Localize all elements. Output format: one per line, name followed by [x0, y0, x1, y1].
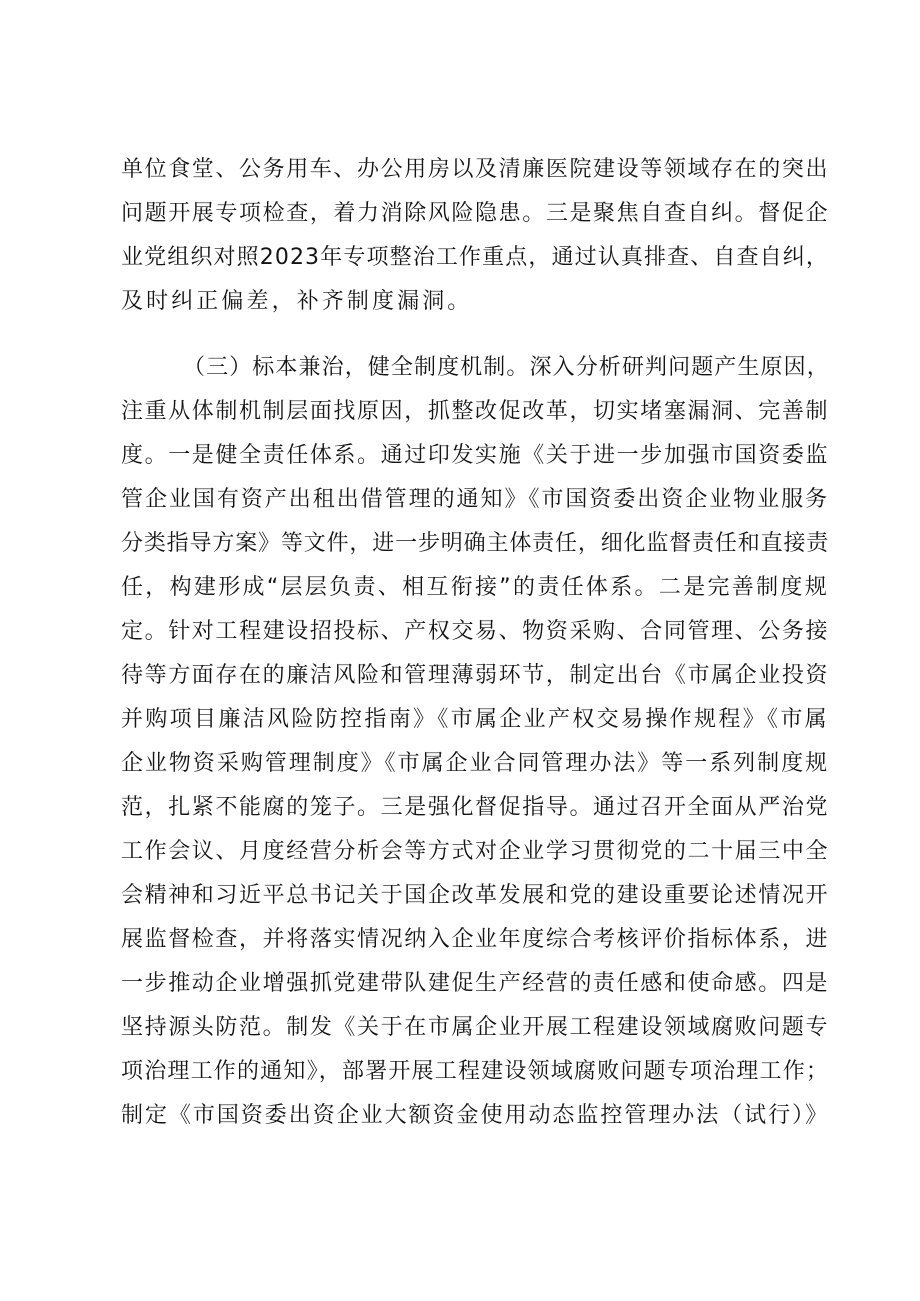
paragraph-line: 度。一是健全责任体系。通过印发实施《关于进一步加强市国资委监 — [121, 443, 829, 468]
paragraph-line: 定。针对工程建设招投标、产权交易、物资采购、合同管理、公务接 — [121, 619, 829, 644]
paragraph-line: 及时纠正偏差，补齐制度漏洞。 — [121, 289, 473, 314]
paragraph-2 — [121, 346, 829, 1138]
paragraph-line: 工作会议、月度经营分析会等方式对企业学习贯彻党的二十届三中全 — [121, 839, 829, 864]
paragraph-line: 企业物资采购管理制度》《市属企业合同管理办法》等一系列制度规 — [121, 751, 829, 776]
paragraph-line: 项治理工作的通知》，部署开展工程建设领域腐败问题专项治理工作； — [121, 1059, 829, 1084]
paragraph-line: 问题开展专项检查，着力消除风险隐患。三是聚焦自查自纠。督促企 — [121, 201, 829, 226]
paragraph-line: 展监督检查，并将落实情况纳入企业年度综合考核评价指标体系，进 — [121, 927, 829, 952]
paragraph-line: 业党组织对照2023年专项整治工作重点，通过认真排查、自查自纠， — [121, 245, 829, 270]
paragraph-line: 任，构建形成“层层负责、相互衔接”的责任体系。二是完善制度规 — [121, 575, 829, 600]
paragraph-line: 并购项目廉洁风险防控指南》《市属企业产权交易操作规程》《市属 — [121, 707, 829, 732]
paragraph-line: 坚持源头防范。制发《关于在市属企业开展工程建设领域腐败问题专 — [121, 1015, 829, 1040]
paragraph-line: 待等方面存在的廉洁风险和管理薄弱环节，制定出台《市属企业投资 — [121, 663, 829, 688]
paragraph-line: 注重从体制机制层面找原因，抓整改促改革，切实堵塞漏洞、完善制 — [121, 399, 829, 424]
paragraph-1 — [121, 148, 829, 324]
paragraph-line-indented: （三）标本兼治，健全制度机制。深入分析研判问题产生原因， — [183, 355, 830, 380]
paragraph-line: 一步推动企业增强抓党建带队建促生产经营的责任感和使命感。四是 — [121, 971, 829, 996]
paragraph-line: 单位食堂、公务用车、办公用房以及清廉医院建设等领域存在的突出 — [121, 157, 829, 182]
paragraph-line: 制定《市国资委出资企业大额资金使用动态监控管理办法（试行）》 — [121, 1103, 829, 1128]
paragraph-line: 范，扎紧不能腐的笼子。三是强化督促指导。通过召开全面从严治党 — [121, 795, 829, 820]
paragraph-line: 管企业国有资产出租出借管理的通知》《市国资委出资企业物业服务 — [121, 487, 829, 512]
paragraph-line: 分类指导方案》等文件，进一步明确主体责任，细化监督责任和直接责 — [121, 531, 829, 556]
paragraph-line: 会精神和习近平总书记关于国企改革发展和党的建设重要论述情况开 — [121, 883, 829, 908]
